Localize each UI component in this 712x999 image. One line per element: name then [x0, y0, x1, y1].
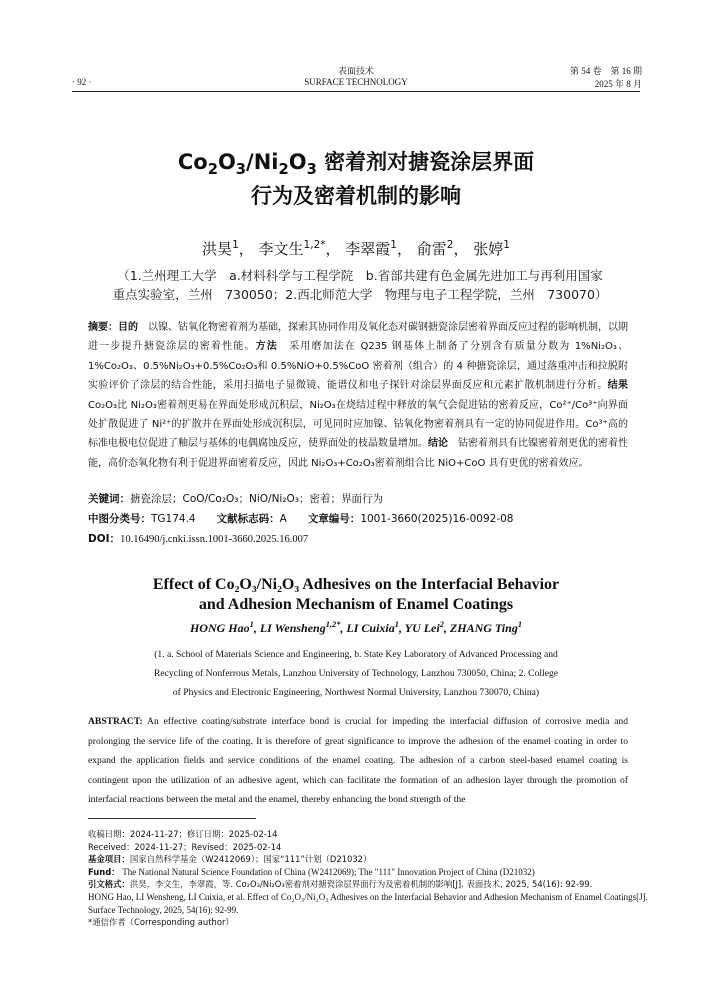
journal-title-cn: 表面技术 [337, 66, 374, 76]
author-name: 俞雷 [416, 240, 447, 258]
received-cn: 收稿日期：2024-11-27；修订日期：2025-02-14 [88, 829, 278, 839]
page-number: · 92 · [72, 77, 92, 87]
affiliation-en: (1. a. School of Materials Science and Engineering, b. State Key Laboratory of Advanced Processing and Recycling of Nonferrous Metals, Lanzhou University of Technology, Lanzhou 730050, China; 2. College of Physics and Electronic Engineering, Northwest Normal University, Lanzhou 730070, China) [153, 649, 559, 698]
authors-en: HONG Hao$^1$, LI Wensheng$^{1,2*}$, LI Cuixia$^1$, YU Lei$^2$, ZHANG Ting$^1$ [189, 620, 523, 635]
abstract-cn: 摘要：目的 以镍、钴氧化物密着剂为基础，探索其协同作用及氧化态对碳钢搪瓷涂层密着界面反应过程的影响机制，以期进一步提升搪瓷涂层的密着性能。方法 采用磨加法在 Q235 钢基体上制备了分别含有质量分数为 1%Ni₂O₃、1%Co₂O₃、0.5%Ni₂O₃+0.5%Co₂O₃和 0.5%NiO+0.5%CoO 密着剂（组合）的 4 种搪瓷涂层，通过落重冲击和拉脱附实验评价了涂层的结合性能，采用扫描电子显微镜、能谱仪和电子探针对涂层界面反应和元素扩散机制进行分析。结果 Co₂O₃比 Ni₂O₃密着剂更易在界面处形成沉积层，Ni₂O₃在烧结过程中释放的氧气会促进钴的密着反应，Co²⁺/Co³⁺向界面处扩散促进了 Ni²⁺的扩散并在界面处形成沉积层，可见同时应加镍、钴氧化物密着剂具有一定的协同促进作用。Co³⁺高的标准电极电位促进了釉层与基体的电偶腐蚀反应，使界面处的枝晶数量增加。结论 钴密着剂具有比镍密着剂更优的密着性能，高价态氧化物有利于促进界面密着反应，因此 Ni₂O₃+Co₂O₃密着剂组合比 NiO+CoO 具有更优的密着效应。 [88, 322, 629, 469]
header-rule [72, 91, 640, 92]
title-cn-line1: $Co_2O_3/Ni_2O_3$ 密着剂对搪瓷涂层界面 [177, 150, 535, 179]
volume-issue: 第 54 卷 第 16 期 [569, 66, 642, 76]
author-name: 李文生 [258, 240, 304, 258]
keywords-cn: 关键词：搪瓷涂层；CoO/Co₂O₃；NiO/Ni₂O₃；密着；界面行为 [88, 493, 384, 505]
fund-en: Fund： The National Natural Science Foundation of China (W2412069); The "111" Innovation Project of China (D21032) [88, 866, 535, 877]
footnotes [88, 828, 648, 929]
citation-cn: 引文格式：洪昊，李文生，李翠霞，等. Co₂O₃/Ni₂O₃密着剂对搪瓷涂层界面行为及密着机制的影响[J]. 表面技术, 2025, 54(16): 92-99. [88, 879, 593, 890]
author-name: 张婷 [473, 240, 504, 258]
corresponding-author: *通信作者（Corresponding author） [88, 917, 234, 928]
author-name: 李翠霞 [345, 240, 391, 258]
title-en-line2: and Adhesion Mechanism of Enamel Coatings [198, 596, 514, 613]
doi: DOI：10.16490/j.cnki.issn.1001-3660.2025.16.007 [88, 533, 309, 545]
affiliation-cn: （1.兰州理工大学 a.材料科学与工程学院 b.省部共建有色金属先进加工与再利用国家 重点实验室，兰州 730050；2.西北师范大学 物理与电子工程学院，兰州 730070） [112, 268, 608, 302]
citation-en: HONG Hao, LI Wensheng, LI Cuixia, et al. Effect of Co₂O₃/Ni₂O₃ Adhesives on the Interfacial Behavior and Adhesion Mechanism of Enamel Coatings[J]. Surface Technology, 2025, 54(16): 92-99. [88, 891, 648, 915]
author-name: 洪昊 [202, 240, 233, 258]
received-en: Received：2024-11-27；Revised：2025-02-14 [88, 841, 282, 852]
authors-cn: 洪昊$^1$， 李文生$^{1,2*}$， 李翠霞$^1$， 俞雷$^2$， 张婷$^1$ [202, 239, 510, 258]
classification: 中图分类号：TG174.4 文献标志码：A 文章编号：1001-3660(2025)16-0092-08 [88, 513, 514, 525]
abstract-en: ABSTRACT: An effective coating/substrate interface bond is crucial for impeding the interfacial diffusion of corrosive media and prolonging the service life of the coating. It is therefore of great significance to improve the adhesion of the enamel coating in order to expand the application fields and service conditions of the enamel coating. The adhesion of a carbon steel-based enamel coating is contingent upon the utilization of an adhesive agent, which can facilitate the formation of an adhesion layer through the promotion of interfacial reactions between the metal and the enamel, thereby enhancing the bond strength of the [88, 716, 628, 806]
title-cn-line2: 行为及密着机制的影响 [251, 184, 461, 208]
footnote-rule [88, 818, 256, 819]
issue-date: 2025 年 8 月 [594, 79, 642, 89]
journal-title-en: SURFACE TECHNOLOGY [304, 77, 408, 87]
title-en-line1: Effect of Co₂O₃/Ni₂O₃ Adhesives on the Interfacial Behavior [152, 576, 560, 593]
fund-cn: 基金项目：国家自然科学基金（W2412069）；国家“111”计划（D21032） [88, 854, 372, 865]
